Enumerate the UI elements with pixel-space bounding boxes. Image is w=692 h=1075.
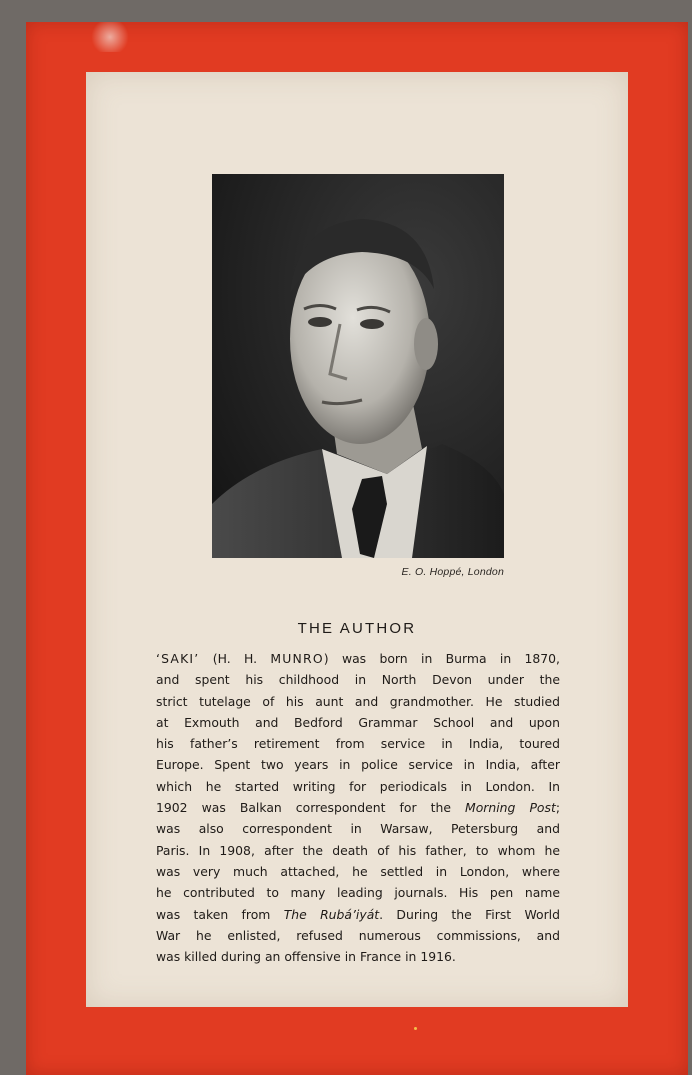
bio-text: his father’s retirement from service in India, toured: [156, 736, 560, 752]
bio-text: 1902 was Balkan correspondent for the: [156, 800, 466, 816]
bio-text: and spent his childhood in North Devon under the: [156, 672, 560, 688]
bio-line: [156, 861, 560, 882]
bio-text: he contributed to many leading journals. His pen name: [156, 885, 560, 901]
bio-line: [156, 840, 560, 861]
photo-credit: E. O. Hoppé, London: [401, 566, 504, 578]
bio-text: ) was born in Burma in 1870,: [323, 651, 560, 666]
bio-line: [156, 754, 560, 775]
bio-text: was very much attached, he settled in London, where: [156, 863, 560, 879]
author-biography: [156, 648, 560, 967]
bio-line: [156, 733, 560, 754]
portrait-image: [212, 174, 504, 558]
bio-line: [156, 925, 560, 946]
bio-text: ;: [555, 800, 561, 816]
bio-text: The Rubá’iyát: [283, 906, 380, 922]
cover-speck: [414, 1027, 417, 1030]
bio-line: [156, 882, 560, 903]
content-panel: [86, 72, 628, 1007]
bio-line: [156, 648, 560, 669]
bio-text: was taken from: [156, 906, 284, 922]
bio-text: was also correspondent in Warsaw, Petersburg and: [156, 821, 560, 837]
bio-line: [156, 776, 560, 797]
section-heading: THE AUTHOR: [297, 620, 417, 637]
bio-text: (H. H.: [199, 651, 271, 666]
bio-line: [156, 818, 560, 839]
bio-text: Paris. In 1908, after the death of his father, to whom he: [156, 842, 560, 858]
bio-text: MUNRO: [270, 651, 324, 666]
bio-text: Europe. Spent two years in police service in India, after: [156, 757, 560, 773]
bio-text: . During the First World: [379, 906, 560, 922]
author-portrait: [212, 174, 504, 558]
bio-text: ‘SAKI’: [156, 651, 200, 666]
bio-line: [156, 946, 560, 967]
bio-text: was killed during an offensive in France in 1916.: [156, 949, 456, 965]
bio-line: [156, 904, 560, 925]
bio-line: [156, 691, 560, 712]
cover-stain: [88, 22, 132, 52]
bio-line: [156, 712, 560, 733]
bio-text: War he enlisted, refused numerous commissions, and: [156, 927, 560, 943]
book-back-cover: [26, 22, 688, 1075]
bio-text: strict tutelage of his aunt and grandmother. He studied: [156, 693, 560, 709]
bio-text: at Exmouth and Bedford Grammar School and upon: [156, 714, 560, 730]
bio-line: [156, 797, 560, 818]
bio-line: [156, 669, 560, 690]
bio-text: which he started writing for periodicals in London. In: [156, 778, 560, 794]
bio-text: Morning Post: [465, 800, 556, 816]
